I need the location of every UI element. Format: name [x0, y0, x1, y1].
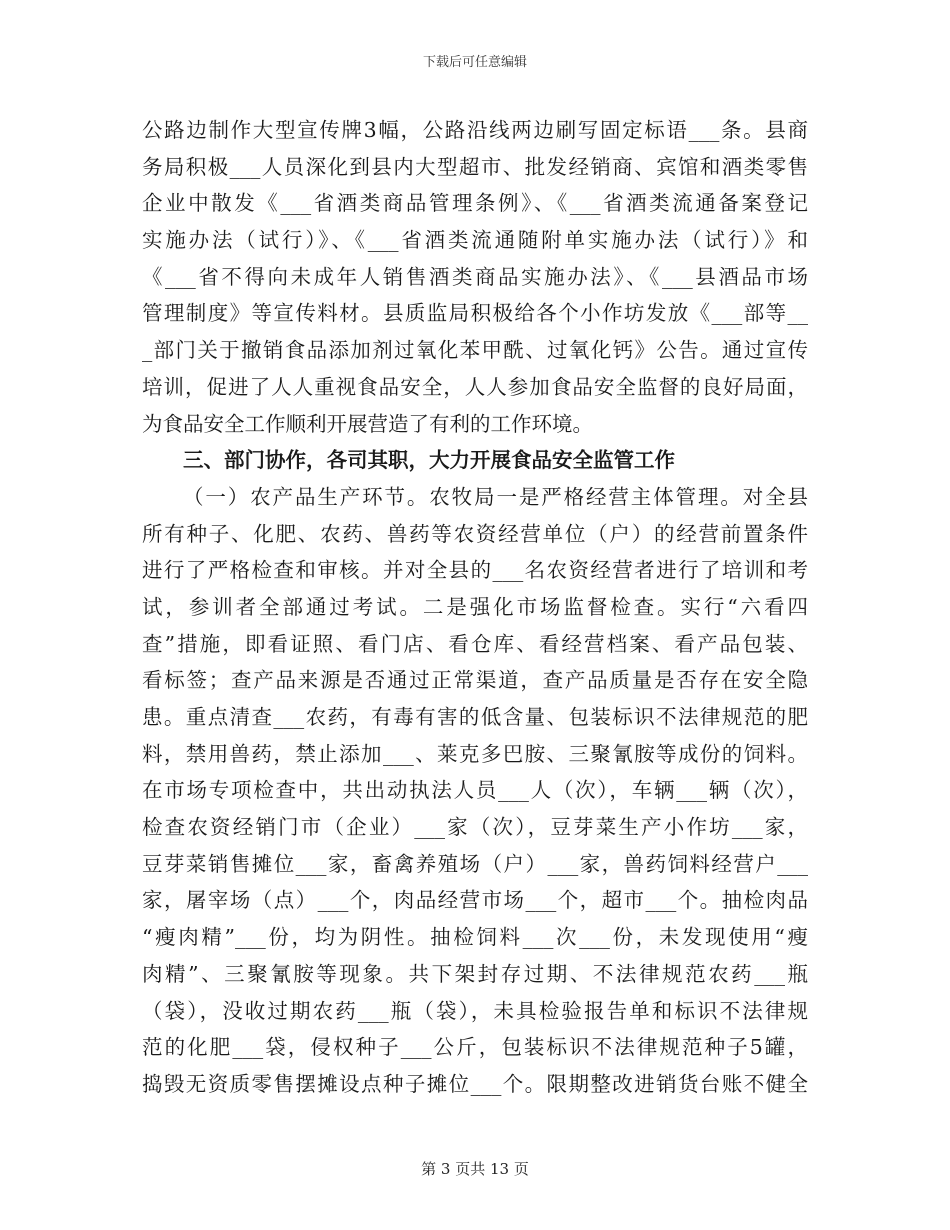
text-line: 豆芽菜销售摊位___家，畜禽养殖场（户）___家，兽药饲料经营户___ — [142, 851, 808, 876]
text-line: 所有种子、化肥、农药、兽药等农资经营单位（户）的经营前置条件 — [142, 521, 808, 546]
text-line: “瘦肉精”___份，均为阴性。抽检饲料___次___份，未发现使用“瘦 — [142, 925, 808, 950]
text-line: （一）农产品生产环节。农牧局一是严格经营主体管理。对全县 — [183, 484, 808, 509]
text-line: 看标签；查产品来源是否通过正常渠道，查产品质量是否存在安全隐 — [142, 668, 808, 693]
text-line: 为食品安全工作顺利开展营造了有利的工作环境。 — [142, 411, 593, 436]
text-line: 试，参训者全部通过考试。二是强化市场监督检查。实行“六看四 — [142, 594, 808, 619]
text-line: _部门关于撤销食品添加剂过氧化苯甲酰、过氧化钙》公告。通过宣传 — [142, 338, 808, 363]
section-heading: 三、部门协作，各司其职，大力开展食品安全监管工作 — [183, 448, 675, 473]
text-line: 捣毁无资质零售摆摊设点种子摊位___个。限期整改进销货台账不健全 — [142, 1071, 808, 1096]
text-line: 《___省不得向未成年人销售酒类商品实施办法》、《___县酒品市场 — [142, 264, 808, 289]
text-line: 实施办法（试行）》、《___省酒类流通随附单实施办法（试行）》和 — [142, 228, 808, 253]
document-body — [142, 112, 808, 1103]
text-line: 管理制度》等宣传料材。县质监局积极给各个小作坊发放《___部等__ — [142, 301, 808, 326]
text-line: 培训，促进了人人重视食品安全，人人参加食品安全监督的良好局面， — [142, 374, 808, 399]
page-header: 下载后可任意编辑 — [422, 55, 527, 70]
text-line: 患。重点清查___农药，有毒有害的低含量、包装标识不法律规范的肥 — [142, 705, 808, 729]
text-line: 公路边制作大型宣传牌3幅，公路沿线两边刷写固定标语___条。县商 — [142, 118, 808, 142]
text-line: 查”措施，即看证照、看门店、看仓库、看经营档案、看产品包装、 — [142, 631, 808, 656]
text-line: 检查农资经销门市（企业）___家（次），豆芽菜生产小作坊___家， — [142, 815, 808, 840]
text-line: 范的化肥___袋，侵权种子___公斤，包装标识不法律规范种子5罐， — [142, 1035, 808, 1060]
text-line: 进行了严格检查和审核。并对全县的___名农资经营者进行了培训和考 — [142, 558, 808, 583]
page-number: 第 3 页共 13 页 — [421, 1160, 529, 1178]
text-line: 肉精”、三聚氰胺等现象。共下架封存过期、不法律规范农药___瓶 — [142, 961, 808, 986]
text-line: 家，屠宰场（点）___个，肉品经营市场___个，超市___个。抽检肉品 — [142, 888, 808, 913]
text-line: （袋），没收过期农药___瓶（袋），未具检验报告单和标识不法律规 — [142, 998, 808, 1023]
text-line: 务局积极___人员深化到县内大型超市、批发经销商、宾馆和酒类零售 — [142, 154, 808, 179]
text-line: 在市场专项检查中，共出动执法人员___人（次），车辆___辆（次）， — [142, 778, 808, 803]
text-line: 企业中散发《___省酒类商品管理条例》、《___省酒类流通备案登记 — [142, 191, 808, 216]
text-line: 料，禁用兽药，禁止添加___、莱克多巴胺、三聚氰胺等成份的饲料。 — [142, 741, 808, 766]
